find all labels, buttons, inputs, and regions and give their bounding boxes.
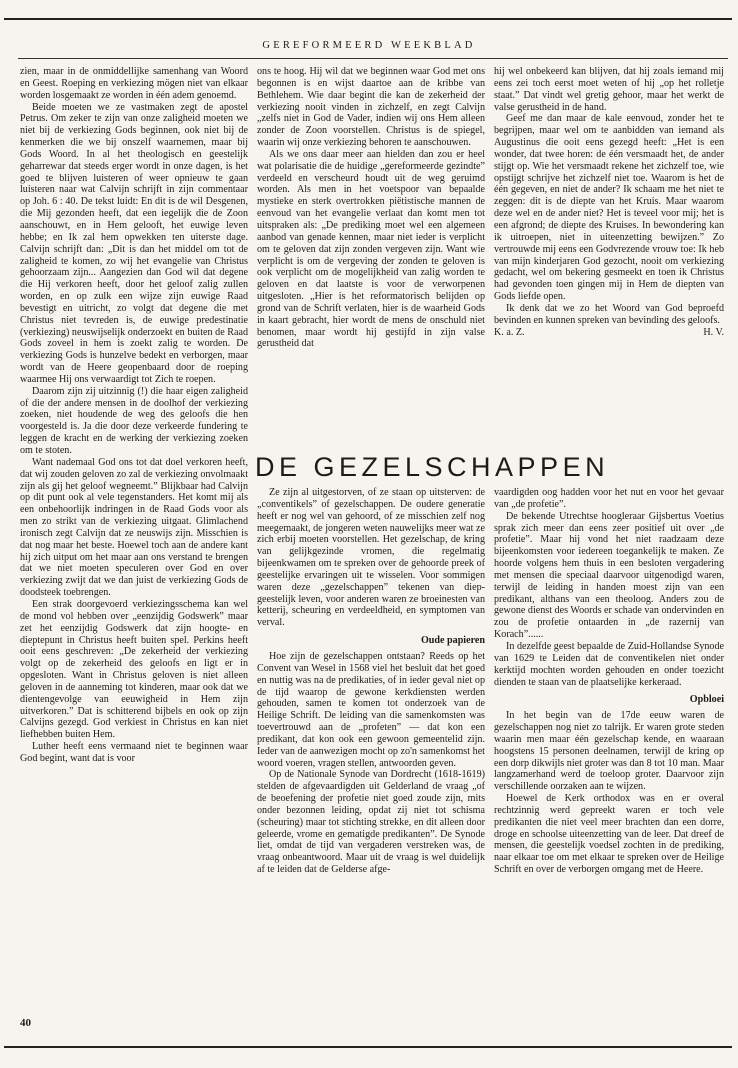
bottom-rule [4, 1046, 732, 1048]
paragraph: Ze zijn al uitgestorven, of ze staan op uitsterven: de „conventikels” of gezelschappen. De oudere generatie heeft er nog wel van gehoord, of ze misschien zelf nog meegemaakt, de jongeren weten nauwelijks meer wat ze zich erbij moeten voorstellen. Het gezelschap, de kring van gelijkgezinde vromen, die regelmatig bijeenkwamen om te spreken over de gehoorde preek of geestelijke ervaringen uit te wisselen. Voor sommigen waren deze „gezelschappen” tekenen van diep-geestelijk leven, voor anderen waren ze broeinesten van ketterij, scheuring en verdeeldheid, en symptomen van verval. [257, 487, 485, 629]
subheading: Oude papieren [420, 635, 485, 647]
paragraph: ons te hoog. Hij wil dat we beginnen waar God met ons begonnen is en wijst daartoe aan de kribbe van Bethlehem. Wie daar begint die kan de zekerheid der verkiezing nooit vinden in zichzelf, en zegt Calvijn „zelfs niet in God de Vader, indien wij ons Hem alleen zonder de Zoon voorstellen. Christus is de spiegel, waarin wij onze verkiezing behoren te aanschouwen. [257, 66, 485, 149]
paragraph: Luther heeft eens vermaand niet te beginnen waar God begint, want dat is voor [20, 741, 248, 764]
top-rule [4, 18, 732, 20]
paragraph: Als we ons daar meer aan hielden dan zou er heel wat polarisatie die de huidige „gereformeerde gezindte” verdeeld en verscheurd houdt uit de weg geruimd worden. Als men in het voetspoor van bepaalde mystieke en sterk overtrokken piëtistische mannen de eenvoud van het evangelie verlaat dan komt men tot uitspraken als: „De prediking moet wel een algemeen aanbod van genade kennen, maar niet ieder is verplicht om te geloven dat zijn zonden vergeven zijn. Want wie verplicht is om de vergeving der zonden te geloven is ook verplicht om de mogelijkheid van zalig worden te geloven en dat laatste is voor de verworpenen uitgesloten. „Hier is het reformatorisch belijden op grond van de Schrift verlaten, hier is de waarheid Gods in kaart gebracht, hier wordt de mens de onschuld niet benomen, maar wordt hij gestijfd in zijn valse gerustheid dat [257, 148, 485, 350]
column-1 [20, 66, 248, 765]
paragraph: Hoewel de Kerk orthodox was en er overal rechtzinnig werd gepreekt waren er toch vele predikanten die niet veel meer brachten dan een dorre, droge en schoolse uiteenzetting van de leer. Dat dreef de mensen, die geestelijk voedsel zochten in de prediking, naar elkaar toe om met elkaar te spreken over de Heilige Schrift en over de verborgen omgang met de Heere. [494, 793, 724, 876]
article2-column-left [257, 487, 485, 876]
paragraph: Daarom zijn zij uitzinnig (!) die haar eigen zaligheid of die der andere mensen in de doolhof der verkiezing zoeken, niet houdende de weg des geloofs die hen voorgesteld is. Ja die door deze verkeerde fundering te leggen de kracht en de werking der verkiezing zoeken om te stoten. [20, 385, 248, 456]
header-rule [18, 58, 728, 59]
page-number: 40 [20, 1017, 31, 1029]
signature-left: K. a. Z. [494, 326, 525, 338]
signature-line [494, 327, 724, 339]
paragraph: Want nademaal God ons tot dat doel verkoren heeft, dat wij zouden geloven zo zal de verkiezing onvolmaakt zijn als gij het geloof wegneemt.” Blijkbaar had Calvijn op dit punt ook al vele tegenstanders. Het komt mij als een onbehoorlijk indringen in de Raad Gods voor als men zo strikt van de verkiezing uitgaat. Glimlachend ironisch zegt Calvijn dat ze neuswijs zijn. Misschien is dat nog maar het beste. Hoewel toch aan de andere kant hij zich uitput om het maar aan ons verstand te brengen dat we niet moeten speculeren over God en over verkiezing zwijt dat we dan juist de verkiezing Gods de doodsteek toebrengen. [20, 456, 248, 599]
running-header: GEREFORMEERD WEEKBLAD [262, 40, 476, 51]
article2-column-right [494, 487, 724, 876]
paragraph: Hoe zijn de gezelschappen ontstaan? Reeds op het Convent van Wesel in 1568 viel het besluit dat het goed en nuttig was na de predikaties, of in ieder geval niet op de tijd waarop de gewone kerkdiensten werden gehouden, samen te komen tot onderzoek van de Heilige Schrift. De leiding van die samenkomsten was toevertrouwd aan de „profeten” — dat kon een predikant, dat kon ook een gewoon gemeentelid zijn. Ieder van de aanwezigen mocht op zo'n samenkomst het woord voeren, vragen stellen, antwoorden geven. [257, 650, 485, 769]
paragraph: vaardigden oog hadden voor het nut en voor het gevaar van „de profetie”. [494, 487, 724, 510]
paragraph: Geef me dan maar de kale eenvoud, zonder het te begrijpen, maar wel om te aanbidden van iemand als Augustinus die ooit eens gezegd heeft: „Het is een wonder, dat twee horen: de één versmaadt het, de ander stijgt op. Wie het versmaadt rekene het zichzelf toe, wie opstijgt schrijve het zichzelf niet toe. Waarom is het de één gegeven, en niet de ander? Ik schaam me het niet te zeggen: dit is de diepte van het Kruis. Maar waarom deze wel en de ander niet? Het is teveel voor mij; het is een afgrond; de diepte des Kruises. In bewondering kan ik uitroepen, niet in uiteenzetting bewijzen.” Zo vertrouwde mij eens een Godvrezende vrouw toe: Ik heb van mijn kinderjaren God gezocht, nooit om verkiezing gedacht, wel om bekering gesmeekt en toen ik Christus had gevonden toen gingen mij in Hem de diepten van Gods liefde open. [494, 113, 724, 303]
signature-right: H. V. [703, 326, 724, 338]
subheading: Opbloei [689, 694, 724, 706]
paragraph: hij wel onbekeerd kan blijven, dat hij zoals iemand mij eens zei toch eerst moet weten of hij „op het rolletje staat.” Dat vindt wel gretig gehoor, maar het werkt de valse gerustheid in de hand. [494, 66, 724, 113]
paragraph: In dezelfde geest bepaalde de Zuid-Hollandse Synode van 1629 te Leiden dat de conventikelen niet onder kerktijd mochten worden gehouden en onder toezicht dienden te staan van de plaatselijke kerkeraad. [494, 640, 724, 688]
column-3 [494, 66, 724, 338]
paragraph: De bekende Utrechtse hoogleraar Gijsbertus Voetius sprak zich meer dan eens zeer positief uit over „de profetie”. Maar hij vond het niet raadzaam deze bijeenkomsten voor iedereen toegankelijk te maken. Ze hoorde volgens hem thuis in een besloten vergadering met mensen die speciaal daarvoor uitgenodigd waren, terwijl de leiding in handen moest zijn van een predikant, althans van een theoloog. Anders zou de gewone dienst des Woords er schade van ondervinden en zou de profetie ontaarden in „de razernij van Korach”...... [494, 510, 724, 641]
paragraph: Beide moeten we ze vastmaken zegt de apostel Petrus. Om zeker te zijn van onze zaligheid moeten we niet bij de verkiezing Gods beginnen, ook niet bij de kenmerken die we bij onszelf waarnemen, maar bij Gods Woord. In al het theologisch en geestelijk geharrewar dat steeds erger wordt in onze dagen, is het goed te blijven luisteren of weer opnieuw te gaan luisteren naar wat Calvijn schrijft in zijn commentaar op Joh. 6 : 40. De tekst luidt: En dit is de wil Desgenen, die Mij gezonden heeft, dat een iegelijk die de Zoon aanschouwt, en in Hem gelooft, het euwige leven hebbe; en Ik zal hem opwekken ten uiterste dage. Calvijn schrijft dan: „Dit is dan het middel om tot de zaligheid te komen, zo wij het evangelie van Christus gehoorzaam zijn... Aangezien dan God wil dat degene die Hij verkoren heeft, door het geloof zalig zullen worden, en op zulk een wijze zijn euwige Raad bevestigt en uitricht, zo volgt dat degene die met Christus niet tevreden is, de euwige predestinatie (verkiezing) neuswijselijk onderzoekt en buiten de Raad Gods zoveel in hem is zoekt zalig te worden. De verkiezing Gods is hunzelve bedekt en verborgen, maar wordt van de Heere geopenbaard door de roeping waarmee Hij ons verwaardigt tot Zich te roepen. [20, 101, 248, 385]
paragraph: Een strak doorgevoerd verkiezingsschema kan wel de mond vol hebben over „eenzijdig Godswerk” maar zet het eenzijdig Godswerk dat zijn hoogte- en dieptepunt in Christus heeft buiten spel. Perkins heeft ooit eens geschreven: „De zekerheid der verkiezing volgt op de zekerheid des geloofs en ligt er in opgesloten. Want in Christus geloven is niet alleen geloven in de aanneming tot kinderen, maar ook dat we dientengevolge van eeuwigheid in Hem zijn uitverkoren.” Dat is schitterend bijbels en ook op zijn Calvijns gezegd. God verkiest in Christus en kan niet liefhebben buiten Hem. [20, 598, 248, 741]
paragraph: In het begin van de 17de eeuw waren de gezelschappen nog niet zo talrijk. Er waren grote steden waarin men maar één gezelschap kende, en waaraan hoogstens 15 personen deelnamen, terwijl de kring op een dorp dikwijls niet groter was dan 8 tot 10 man. Maar langzamerhand werd de toeloop groter. Daarvoor zijn verschillende oorzaken aan te wijzen. [494, 710, 724, 793]
paragraph: Op de Nationale Synode van Dordrecht (1618-1619) stelden de afgevaardigden uit Gelderland de vraag „of de beoefening der profetie niet goed zoude zijn, mits onder bezonnen leiding, opdat zij niet tot schisma (scheuring) maar tot stichting strekke, en dit alleen door geleerde, vrome en gematigde predikanten”. De Synode liet, omdat de tijd van vergaderen verstreken was, de vraag onbeantwoord. Maar uit de vraag is wel duidelijk af te leiden dat de Gelderse afge- [257, 769, 485, 876]
paragraph: zien, maar in de onmiddellijke samenhang van Woord en Geest. Roeping en verkiezing mögen niet van elkaar worden losgemaakt ze worden in één adem genoemd. [20, 66, 248, 101]
paragraph: Ik denk dat we zo het Woord van God beproefd bevinden en kunnen spreken van bevinding des geloofs. [494, 302, 724, 326]
article-title: DE GEZELSCHAPPEN [255, 452, 610, 482]
column-2 [257, 66, 485, 350]
